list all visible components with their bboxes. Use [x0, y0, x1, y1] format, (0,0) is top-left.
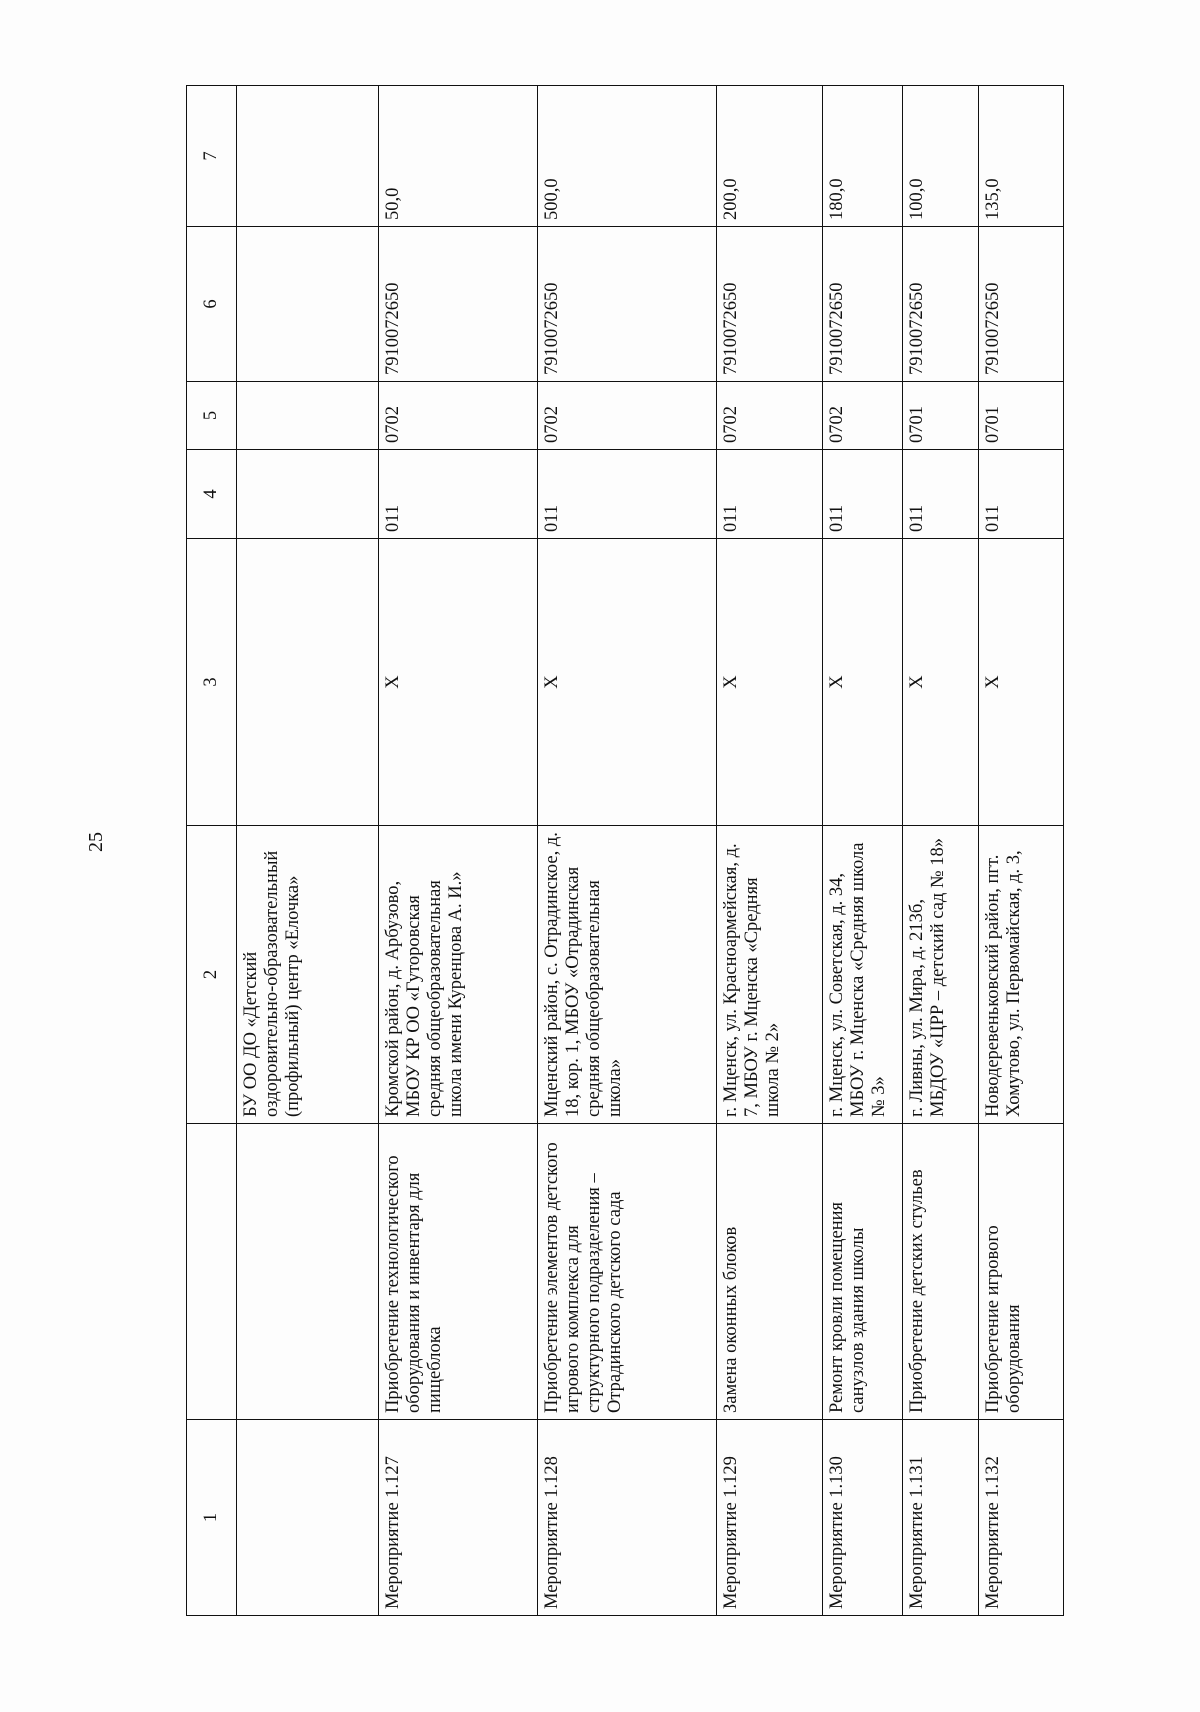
event-cell: Мероприятие 1.129	[717, 1420, 823, 1616]
name-cell: Приобретение элементов детского игрового комплекса для структурного подразделения – Отрадинского детского сада	[537, 1124, 717, 1420]
col6-cell: 7910072650	[717, 227, 823, 382]
name-cell: Приобретение технологического оборудования и инвентаря для пищеблока	[379, 1124, 537, 1420]
data-table	[186, 85, 1064, 1616]
name-cell: Ремонт кровли помещения санузлов здания школы	[823, 1124, 903, 1420]
event-cell: Мероприятие 1.130	[823, 1420, 903, 1616]
header-cell: 5	[187, 382, 237, 450]
table-row	[903, 86, 979, 1616]
col7-cell	[236, 86, 379, 227]
col4-cell: 011	[717, 450, 823, 539]
col5-cell: 0702	[823, 382, 903, 450]
table-row-continuation	[236, 86, 379, 1616]
name-cell	[236, 1124, 379, 1420]
event-cell	[236, 1420, 379, 1616]
col6-cell: 7910072650	[979, 227, 1064, 382]
header-row	[187, 86, 237, 1616]
address-cell: г. Мценск, ул. Советская, д. 34, МБОУ г. Мценска «Средняя школа № 3»	[823, 826, 903, 1124]
address-cell: Кромской район, д. Арбузово, МБОУ КР ОО «Гуторовская средняя общеобразовательная школа имени Куренцова А. И.»	[379, 826, 537, 1124]
header-cell: 7	[187, 86, 237, 227]
header-cell: 1	[187, 1420, 237, 1616]
col3-cell: Х	[717, 539, 823, 826]
col5-cell: 0702	[717, 382, 823, 450]
col6-cell: 7910072650	[379, 227, 537, 382]
col6-cell: 7910072650	[823, 227, 903, 382]
table-row	[537, 86, 717, 1616]
header-cell: 3	[187, 539, 237, 826]
event-cell: Мероприятие 1.127	[379, 1420, 537, 1616]
page-number: 25	[85, 832, 107, 852]
table-row	[979, 86, 1064, 1616]
col6-cell: 7910072650	[903, 227, 979, 382]
col4-cell	[236, 450, 379, 539]
col5-cell: 0702	[379, 382, 537, 450]
col4-cell: 011	[903, 450, 979, 539]
col7-cell: 100,0	[903, 86, 979, 227]
col4-cell: 011	[537, 450, 717, 539]
col3-cell: Х	[537, 539, 717, 826]
col7-cell: 200,0	[717, 86, 823, 227]
col7-cell: 135,0	[979, 86, 1064, 227]
col3-cell: Х	[903, 539, 979, 826]
address-cell: Мценский район, с. Отрадинское, д. 18, кор. 1, МБОУ «Отрадинская средняя общеобразовательная школа»	[537, 826, 717, 1124]
col4-cell: 011	[379, 450, 537, 539]
address-cell: г. Ливны, ул. Мира, д. 213б, МБДОУ «ЦРР – детский сад № 18»	[903, 826, 979, 1124]
name-cell: Приобретение детских стульев	[903, 1124, 979, 1420]
table-body	[379, 86, 1064, 1616]
header-cell: 6	[187, 227, 237, 382]
col6-cell: 7910072650	[537, 227, 717, 382]
col3-cell: Х	[379, 539, 537, 826]
event-cell: Мероприятие 1.132	[979, 1420, 1064, 1616]
rotated-table-container	[186, 86, 1064, 1616]
col4-cell: 011	[979, 450, 1064, 539]
address-cell: БУ ОО ДО «Детский оздоровительно-образовательный (профильный) центр «Елочка»	[236, 826, 379, 1124]
col3-cell: Х	[823, 539, 903, 826]
header-cell: 4	[187, 450, 237, 539]
event-cell: Мероприятие 1.128	[537, 1420, 717, 1616]
col3-cell: Х	[979, 539, 1064, 826]
col6-cell	[236, 227, 379, 382]
col7-cell: 50,0	[379, 86, 537, 227]
col5-cell: 0701	[979, 382, 1064, 450]
name-cell: Приобретение игрового оборудования	[979, 1124, 1064, 1420]
col5-cell: 0701	[903, 382, 979, 450]
header-cell: 2	[187, 826, 237, 1124]
col7-cell: 500,0	[537, 86, 717, 227]
col5-cell: 0702	[537, 382, 717, 450]
address-cell: Новодеревеньковский район, пгт. Хомутово, ул. Первомайская, д. 3,	[979, 826, 1064, 1124]
table-row	[717, 86, 823, 1616]
col5-cell	[236, 382, 379, 450]
col4-cell: 011	[823, 450, 903, 539]
address-cell: г. Мценск, ул. Красноармейская, д. 7, МБОУ г. Мценска «Средняя школа № 2»	[717, 826, 823, 1124]
name-cell: Замена оконных блоков	[717, 1124, 823, 1420]
header-cell	[187, 1124, 237, 1420]
table-row	[379, 86, 537, 1616]
col3-cell	[236, 539, 379, 826]
event-cell: Мероприятие 1.131	[903, 1420, 979, 1616]
table-row	[823, 86, 903, 1616]
col7-cell: 180,0	[823, 86, 903, 227]
